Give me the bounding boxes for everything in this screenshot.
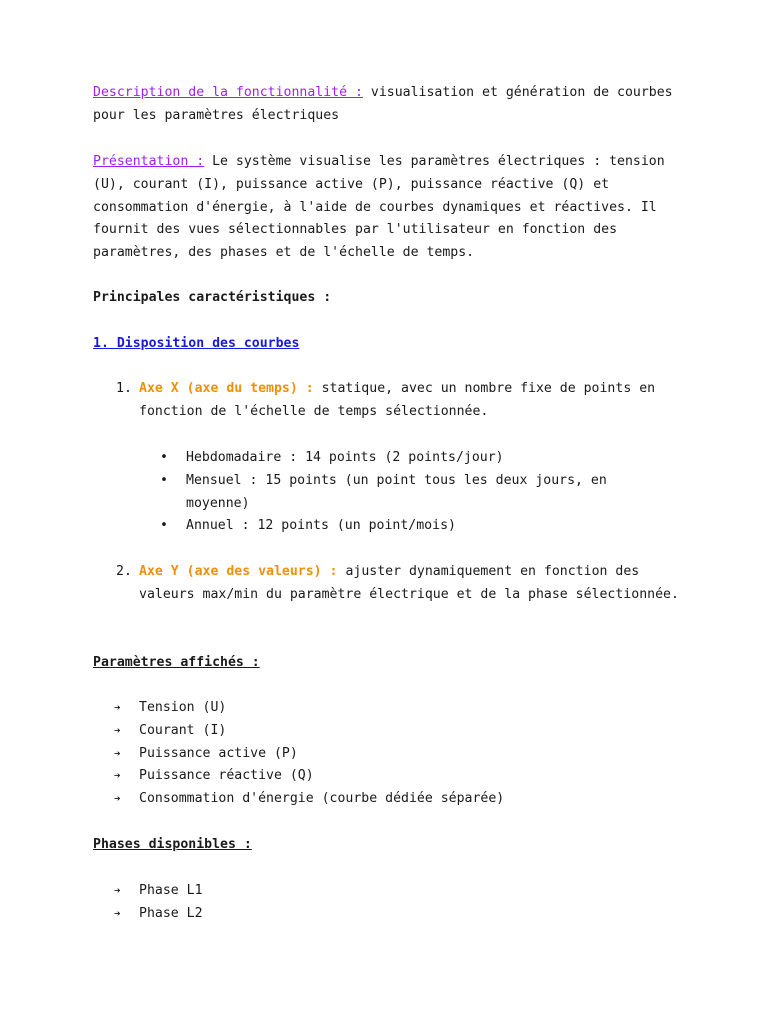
parameters-heading: Paramètres affichés :: [93, 655, 260, 670]
axis-x-text: statique, avec un nombre fixe de points en fonction de l'échelle de temps sélectionnée.: [139, 381, 656, 419]
phases-list: [114, 880, 674, 926]
features-heading: Principales caractéristiques :: [93, 290, 332, 305]
axis-y-text: ajuster dynamiquement en fonction des valeurs max/min du paramètre électrique et de la phase sélectionnée.: [139, 564, 679, 602]
list-item: ➔ Tension (U): [114, 697, 674, 720]
arrow-icon: ➔: [114, 906, 121, 920]
list-item: • Hebdomadaire : 14 points (2 points/jour): [160, 447, 660, 470]
list-item: ➔ Puissance réactive (Q): [114, 765, 674, 788]
time-scale-list: [160, 447, 660, 538]
list-item: ➔ Puissance active (P): [114, 743, 674, 766]
presentation-text: Le système visualise les paramètres électriques : tension (U), courant (I), puissance active (P), puissance réactive (Q) et consommation d'énergie, à l'aide de courbes dynamiques et réactives. Il fournit des vues sélectionnables par l'utilisateur en fonction des paramètres, des phases et de l'échelle de temps.: [93, 154, 665, 261]
list-item: • Mensuel : 15 points (un point tous les deux jours, en moyenne): [160, 470, 660, 516]
axis-y-label: Axe Y (axe des valeurs) :: [139, 564, 338, 579]
bullet-icon: •: [160, 472, 168, 488]
description-paragraph: [93, 82, 683, 128]
section1-heading: 1. Disposition des courbes: [93, 336, 300, 351]
list-item: • Annuel : 12 points (un point/mois): [160, 515, 660, 538]
bullet-icon: •: [160, 518, 168, 534]
arrow-icon: ➔: [114, 884, 121, 897]
axis-x-body: [139, 378, 679, 424]
description-label: Description de la fonctionnalité :: [93, 85, 363, 100]
axis-y-body: [139, 561, 679, 607]
arrow-icon: ➔: [114, 723, 121, 737]
arrow-icon: ➔: [114, 769, 121, 783]
phases-heading: Phases disponibles :: [93, 837, 252, 852]
list-item: ➔ Phase L1: [114, 880, 674, 903]
arrow-icon: ➔: [114, 701, 121, 714]
bullet-icon: •: [160, 450, 168, 465]
parameters-list: [114, 697, 674, 811]
presentation-label: Présentation :: [93, 154, 205, 169]
presentation-paragraph: [93, 151, 683, 265]
axis-y-number: 2.: [116, 564, 132, 579]
list-item: ➔ Phase L2: [114, 903, 674, 926]
axis-x-number: 1.: [116, 381, 132, 396]
description-text: visualisation et génération de courbes pour les paramètres électriques: [93, 85, 673, 123]
list-item: ➔ Consommation d'énergie (courbe dédiée séparée): [114, 788, 674, 811]
arrow-icon: ➔: [114, 792, 121, 806]
list-item: ➔ Courant (I): [114, 720, 674, 743]
axis-x-label: Axe X (axe du temps) :: [139, 381, 314, 396]
arrow-icon: ➔: [114, 746, 121, 760]
